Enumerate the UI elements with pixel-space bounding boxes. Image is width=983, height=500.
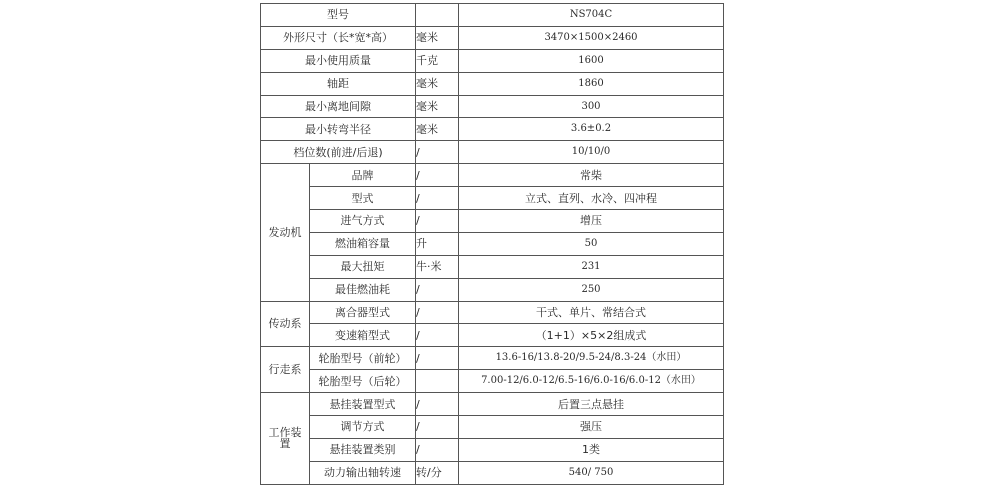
row-unit: 毫米 bbox=[416, 72, 459, 95]
row-label: 最小使用质量 bbox=[261, 49, 416, 72]
row-unit: / bbox=[416, 278, 459, 301]
row-unit: / bbox=[416, 416, 459, 439]
row-value: 3470×1500×2460 bbox=[459, 26, 724, 49]
row-unit bbox=[416, 370, 459, 393]
row-label: 轮胎型号（后轮） bbox=[310, 370, 416, 393]
row-value: 后置三点悬挂 bbox=[459, 393, 724, 416]
row-value: 常柴 bbox=[459, 164, 724, 187]
row-value: 10/10/0 bbox=[459, 141, 724, 164]
row-label: 变速箱型式 bbox=[310, 324, 416, 347]
row-label: 轮胎型号（前轮） bbox=[310, 347, 416, 370]
row-value: 1600 bbox=[459, 49, 724, 72]
table-row bbox=[261, 4, 724, 27]
row-unit: 升 bbox=[416, 232, 459, 255]
row-unit: 毫米 bbox=[416, 26, 459, 49]
row-value: 立式、直列、水冷、四冲程 bbox=[459, 187, 724, 210]
row-value: 50 bbox=[459, 232, 724, 255]
row-unit: / bbox=[416, 187, 459, 210]
table-row bbox=[261, 324, 724, 347]
table-row bbox=[261, 95, 724, 118]
category-transmission: 传动系 bbox=[261, 301, 310, 347]
row-label: 档位数(前进/后退) bbox=[261, 141, 416, 164]
category-running-gear: 行走系 bbox=[261, 347, 310, 393]
row-value: NS704C bbox=[459, 4, 724, 27]
table-row bbox=[261, 301, 724, 324]
table-row bbox=[261, 438, 724, 461]
row-label: 悬挂装置型式 bbox=[310, 393, 416, 416]
row-value: 3.6±0.2 bbox=[459, 118, 724, 141]
table-row bbox=[261, 278, 724, 301]
row-label: 离合器型式 bbox=[310, 301, 416, 324]
row-unit: / bbox=[416, 301, 459, 324]
row-unit: / bbox=[416, 324, 459, 347]
row-value: 540/ 750 bbox=[459, 461, 724, 484]
row-value: 干式、单片、常结合式 bbox=[459, 301, 724, 324]
row-value: 250 bbox=[459, 278, 724, 301]
row-label: 外形尺寸（长*宽*高） bbox=[261, 26, 416, 49]
table-row bbox=[261, 210, 724, 233]
row-value: 13.6-16/13.8-20/9.5-24/8.3-24（水田） bbox=[459, 347, 724, 370]
row-value: 增压 bbox=[459, 210, 724, 233]
table-row bbox=[261, 72, 724, 95]
table-row bbox=[261, 164, 724, 187]
row-unit: / bbox=[416, 347, 459, 370]
row-label: 进气方式 bbox=[310, 210, 416, 233]
row-value: （1+1）×5×2组成式 bbox=[459, 324, 724, 347]
table-row bbox=[261, 49, 724, 72]
table-row bbox=[261, 347, 724, 370]
row-label: 调节方式 bbox=[310, 416, 416, 439]
row-value: 300 bbox=[459, 95, 724, 118]
row-unit bbox=[416, 4, 459, 27]
row-unit: / bbox=[416, 141, 459, 164]
row-label: 型式 bbox=[310, 187, 416, 210]
row-unit: 转/分 bbox=[416, 461, 459, 484]
row-unit: 千克 bbox=[416, 49, 459, 72]
row-unit: / bbox=[416, 438, 459, 461]
row-label: 最小转弯半径 bbox=[261, 118, 416, 141]
row-label: 最大扭矩 bbox=[310, 255, 416, 278]
category-engine: 发动机 bbox=[261, 164, 310, 301]
row-unit: / bbox=[416, 210, 459, 233]
row-unit: 牛·米 bbox=[416, 255, 459, 278]
category-working-device: 工作装置 bbox=[261, 393, 310, 485]
table-row bbox=[261, 370, 724, 393]
row-unit: 毫米 bbox=[416, 118, 459, 141]
row-label: 最佳燃油耗 bbox=[310, 278, 416, 301]
row-label: 动力输出轴转速 bbox=[310, 461, 416, 484]
row-value: 7.00-12/6.0-12/6.5-16/6.0-16/6.0-12（水田） bbox=[459, 370, 724, 393]
row-unit: / bbox=[416, 393, 459, 416]
row-label: 型号 bbox=[261, 4, 416, 27]
row-unit: 毫米 bbox=[416, 95, 459, 118]
row-label: 轴距 bbox=[261, 72, 416, 95]
row-value: 231 bbox=[459, 255, 724, 278]
table-row bbox=[261, 255, 724, 278]
table-row bbox=[261, 393, 724, 416]
table-row bbox=[261, 461, 724, 484]
table-row bbox=[261, 26, 724, 49]
row-value: 1860 bbox=[459, 72, 724, 95]
table-row bbox=[261, 232, 724, 255]
row-label: 悬挂装置类别 bbox=[310, 438, 416, 461]
row-value: 1类 bbox=[459, 438, 724, 461]
spec-table bbox=[260, 3, 724, 485]
row-label: 燃油箱容量 bbox=[310, 232, 416, 255]
table-row bbox=[261, 141, 724, 164]
table-row bbox=[261, 118, 724, 141]
row-label: 最小离地间隙 bbox=[261, 95, 416, 118]
table-row bbox=[261, 416, 724, 439]
row-unit: / bbox=[416, 164, 459, 187]
row-value: 强压 bbox=[459, 416, 724, 439]
table-row bbox=[261, 187, 724, 210]
row-label: 品牌 bbox=[310, 164, 416, 187]
